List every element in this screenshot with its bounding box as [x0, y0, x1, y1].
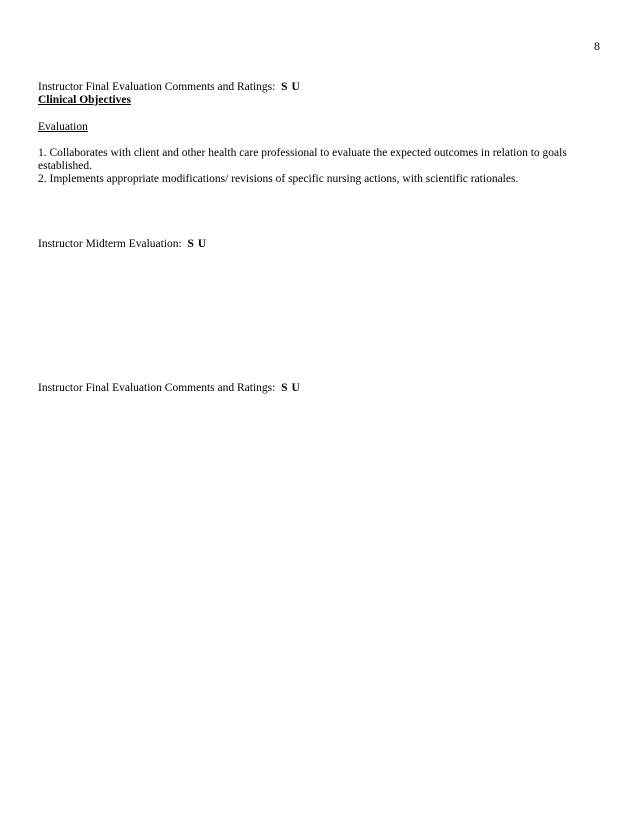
rating-s: S: [281, 382, 288, 394]
rating-u: U: [291, 81, 300, 93]
midterm-evaluation-label: Instructor Midterm Evaluation:: [38, 238, 182, 250]
final-evaluation-bottom: [38, 382, 598, 395]
rating-u: U: [197, 238, 207, 250]
section-title: Clinical Objectives: [38, 94, 131, 106]
final-evaluation-label: Instructor Final Evaluation Comments and Ratings:: [38, 81, 276, 93]
midterm-evaluation: [38, 238, 598, 251]
objective-item: 2. Implements appropriate modifications/ revisions of specific nursing actions, with scientific rationales.: [38, 173, 519, 185]
final-evaluation-label: Instructor Final Evaluation Comments and Ratings:: [38, 382, 276, 394]
subsection-title: Evaluation: [38, 121, 88, 133]
rating-s: S: [281, 81, 288, 93]
final-evaluation-top: [38, 81, 598, 94]
page-number: 8: [594, 39, 600, 53]
rating-s: S: [187, 238, 194, 250]
objective-item: 1. Collaborates with client and other health care professional to evaluate the expected outcomes in relation to goals established.: [38, 147, 567, 172]
objectives-list: [38, 147, 598, 186]
rating-u: U: [291, 382, 300, 394]
